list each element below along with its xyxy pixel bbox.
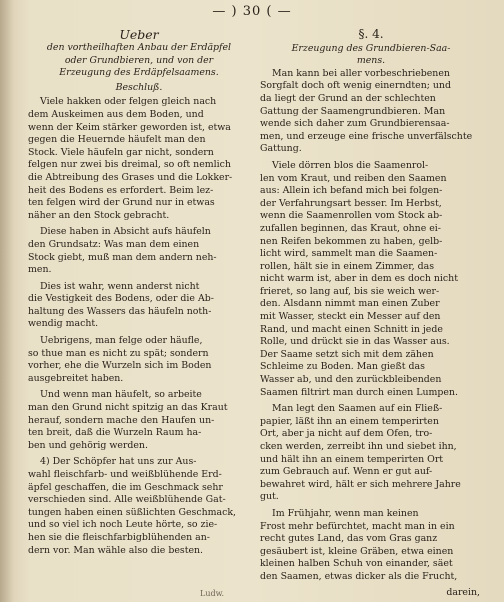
paragraph: [260, 403, 482, 504]
text-line: haltung des Wassers das häufeln noth-: [28, 305, 212, 317]
text-line: vorher, ehe die Wurzeln sich im Boden: [28, 360, 212, 372]
text-line: Rand, und macht einen Schnitt in jede: [260, 323, 443, 335]
text-line: Stock. Viele häufeln gar nicht, sondern: [28, 146, 214, 158]
text-line: felgen nur zwei bis dreimal, so oft nemlich: [28, 159, 231, 171]
text-line: Gattung.: [260, 143, 302, 155]
left-body: [28, 96, 250, 557]
text-line: men.: [28, 264, 52, 276]
text-line: äpfel geschaffen, die im Geschmack sehr: [28, 481, 223, 493]
text-line: Im Frühjahr, wenn man keinen: [272, 507, 419, 519]
text-line: men, und erzeuge eine frische unverfälschte: [260, 130, 473, 142]
text-line: bewahret wird, hält er sich mehrere Jahre: [260, 478, 461, 490]
text-line: Sorgfalt doch oft wenig einerndten; und: [260, 80, 451, 92]
paragraph: [260, 508, 482, 584]
text-line: der Verfahrungsart besser. Im Herbst,: [260, 197, 442, 209]
text-line: und hält ihn an einem temperirten Ort: [260, 453, 444, 465]
paragraph: [260, 68, 482, 156]
text-line: so thue man es nicht zu spät; sondern: [28, 347, 209, 359]
text-line: ten breit, daß die Wurzeln Raum ha-: [28, 427, 202, 439]
text-line: herauf, sondern mache den Haufen un-: [28, 414, 215, 426]
text-line: zum Gebrauch auf. Wenn er gut auf-: [260, 466, 433, 478]
text-line: heit des Bodens es erfordert. Beim lez-: [28, 184, 214, 196]
text-line: dem Auskeimen aus dem Boden, und: [28, 108, 204, 120]
section-title: [260, 43, 482, 68]
text-line: Gattung der Saamengrundbieren. Man: [260, 105, 446, 117]
text-line: Rolle, und drückt sie in das Wasser aus.: [260, 336, 450, 348]
paragraph: [28, 281, 250, 331]
paragraph: [28, 335, 250, 385]
text-line: nen Reifen bekommen zu haben, gelb-: [260, 235, 443, 247]
text-line: rollen, hält sie in einem Zimmer, das: [260, 260, 435, 272]
text-line: wende sich daher zum Grundbierensaa-: [260, 118, 450, 130]
text-line: näher an den Stock gebracht.: [28, 209, 170, 221]
text-line: die Vestigkeit des Bodens, oder die Ab-: [28, 293, 214, 305]
text-line: frieret, so lang auf, bis sie weich wer-: [260, 285, 440, 297]
text-line: gesäubert ist, kleine Gräben, etwa einen: [260, 545, 454, 557]
text-line: gut.: [260, 491, 279, 503]
text-line: wenn der Keim stärker geworden ist, etwa: [28, 121, 231, 133]
text-line: zufallen beginnen, das Kraut, ohne ei-: [260, 222, 441, 234]
text-line: wenn die Saamenrollen vom Stock ab-: [260, 210, 443, 222]
text-line: Dies ist wahr, wenn anderst nicht: [40, 280, 200, 292]
text-line: len vom Kraut, und reiben den Saamen: [260, 172, 447, 184]
marginal-note: Ludw.: [200, 589, 225, 598]
paragraph: [28, 456, 250, 557]
text-line: aus: Allein ich befand mich bei folgen-: [260, 185, 443, 197]
text-line: Stock giebt, muß man dem andern neh-: [28, 251, 217, 263]
text-line: recht gutes Land, das vom Gras ganz: [260, 533, 438, 545]
right-column: [260, 28, 482, 588]
section-heading: Beschluß.: [115, 81, 163, 93]
text-line: hen sie die fleischfarbigblühenden an-: [28, 531, 210, 543]
text-line: kleinen halben Schuh von einander, säet: [260, 558, 453, 570]
text-line: man den Grund nicht spitzig an das Kraut: [28, 402, 228, 414]
text-line: ten felgen wird der Grund nur in etwas: [28, 197, 215, 209]
text-line: tungen haben einen süßlichten Geschmack,: [28, 506, 237, 518]
left-column: [28, 28, 250, 561]
text-line: den. Alsdann nimmt man einen Zuber: [260, 298, 440, 310]
text-line: den Saamen, etwas dicker als die Frucht,: [260, 570, 458, 582]
text-line: 4) Der Schöpfer hat uns zur Aus-: [40, 456, 197, 468]
text-line: Diese haben in Absicht aufs häufeln: [40, 226, 211, 238]
text-line: dern vor. Man wähle also die besten.: [28, 544, 204, 556]
left.subtitle_lines-line: oder Grundbieren, und von der: [64, 54, 214, 66]
text-line: Viele dörren blos die Saamenrol-: [272, 159, 429, 171]
text-line: Man kann bei aller vorbeschriebenen: [272, 67, 450, 79]
catchword: darein,: [446, 587, 480, 598]
text-line: Ort, aber ja nicht auf dem Ofen, tro-: [260, 428, 433, 440]
text-line: Uebrigens, man felge oder häufle,: [40, 335, 203, 347]
section-number: §. 4.: [358, 27, 384, 41]
text-line: Saamen filtrirt man durch einen Lumpen.: [260, 386, 458, 398]
binding-shadow: [0, 0, 14, 602]
text-line: Schleime zu Boden. Man gießt das: [260, 361, 425, 373]
left.subtitle_lines-line: Erzeugung des Erdäpfelsaamens.: [59, 67, 219, 79]
paragraph: [28, 96, 250, 222]
text-line: verschieden sind. Alle weißblühende Gat-: [28, 494, 226, 506]
paragraph: [28, 389, 250, 452]
text-line: die Abtreibung des Grases und die Lokker-: [28, 171, 233, 183]
page-number: — ) 30 ( —: [212, 4, 292, 19]
text-line: da liegt der Grund an der schlechten: [260, 92, 436, 104]
text-line: wendig macht.: [28, 318, 99, 330]
text-line: cken werden, zerreibt ihn und siebet ihn,: [260, 441, 457, 452]
paragraph: [260, 160, 482, 399]
text-line: Der Saame setzt sich mit dem zähen: [260, 348, 434, 360]
article-title: Ueber: [119, 27, 159, 42]
article-subtitle: [28, 42, 250, 80]
text-line: nicht warm ist, aber in dem es doch nicht: [260, 273, 458, 285]
text-line: Und wenn man häufelt, so arbeite: [40, 389, 202, 401]
right-body: [260, 68, 482, 584]
text-line: Man legt den Saamen auf ein Fließ-: [272, 403, 443, 415]
right.section_title_lines-line: mens.: [356, 55, 386, 67]
text-line: den Grundsatz: Was man dem einen: [28, 238, 200, 250]
text-line: Viele hakken oder felgen gleich nach: [40, 96, 217, 108]
text-line: licht wird, sammelt man die Saamen-: [260, 248, 438, 260]
text-line: papier, läßt ihn an einem temperirten: [260, 415, 439, 427]
text-line: mit Wasser, steckt ein Messer auf den: [260, 311, 441, 323]
text-line: Frost mehr befürchtet, macht man in ein: [260, 520, 455, 532]
text-line: gegen die Heuernde häufelt man den: [28, 134, 206, 146]
text-line: Wasser ab, und den zurückbleibenden: [260, 374, 442, 386]
text-line: ausgebreitet haben.: [28, 372, 124, 384]
text-line: wahl fleischfarb- und weißblühende Erd-: [28, 469, 222, 480]
text-line: und so viel ich noch Leute hörte, so zie-: [28, 519, 218, 531]
paragraph: [28, 226, 250, 276]
left.subtitle_lines-line: den vortheilhaften Anbau der Erdäpfel: [46, 42, 232, 53]
text-line: ben und gehörig werden.: [28, 439, 148, 451]
right.section_title_lines-line: Erzeugung des Grundbieren-Saa-: [291, 42, 451, 54]
